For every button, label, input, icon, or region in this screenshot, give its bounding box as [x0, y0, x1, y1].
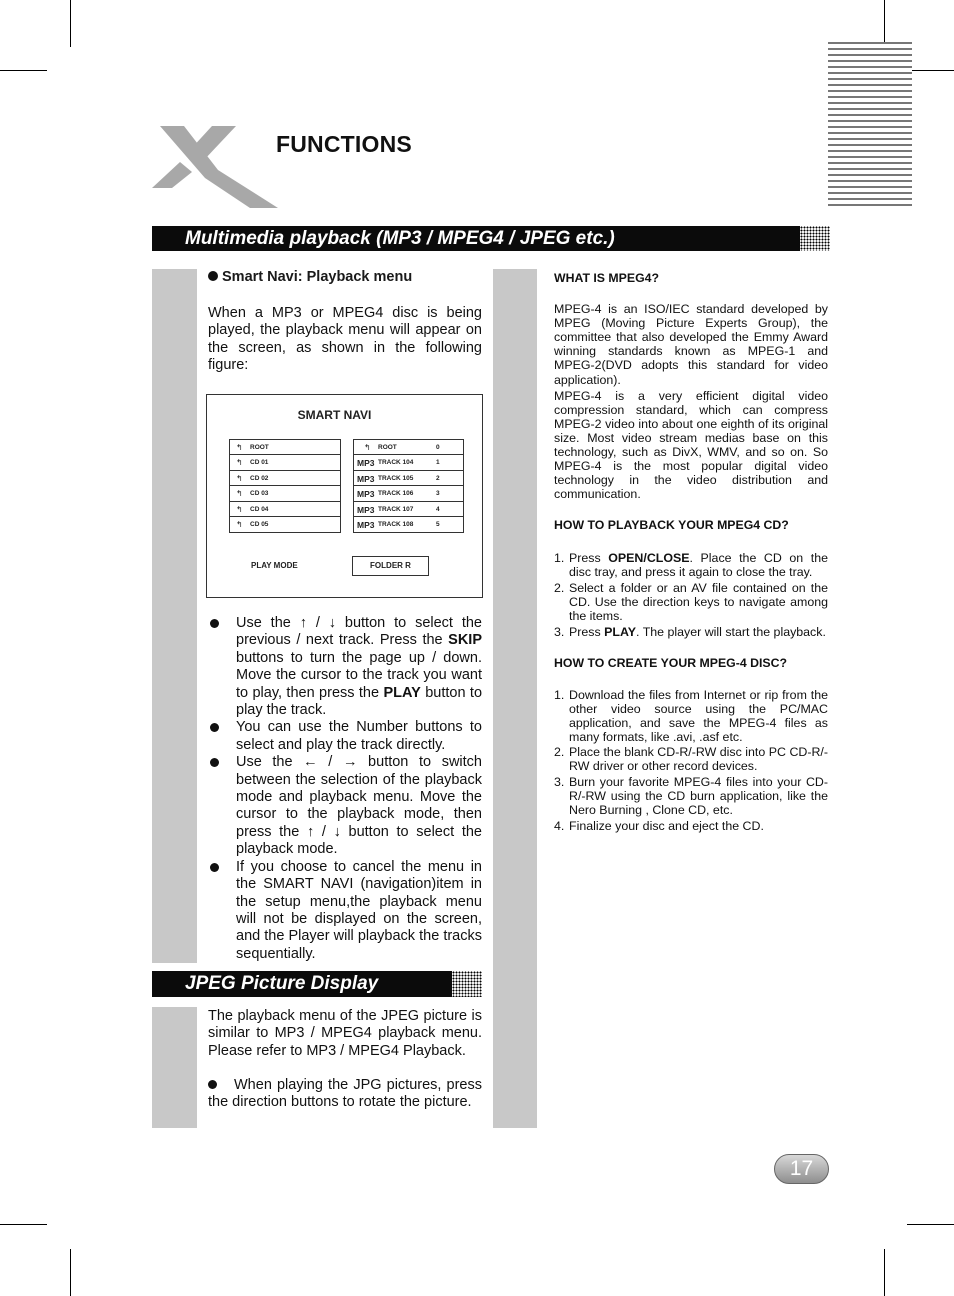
bullet-icon [210, 619, 219, 628]
list-item: ↰ ROOT 0 [354, 440, 463, 455]
section-title: Multimedia playback (MP3 / MPEG4 / JPEG etc.) [185, 227, 615, 249]
list-item: ↰ CD 04 [230, 502, 340, 517]
smart-navi-heading: Smart Navi: Playback menu [208, 269, 412, 285]
section-heading: WHAT IS MPEG4? [554, 271, 659, 285]
list-item: MP3 TRACK 105 2 [354, 471, 463, 486]
bullet-icon [210, 758, 219, 767]
track-list [353, 439, 464, 533]
decorative-stripes [828, 42, 912, 210]
list-item: 4. Finalize your disc and eject the CD. [554, 819, 764, 833]
list-item: MP3 TRACK 104 1 [354, 455, 463, 470]
bullet-icon [210, 723, 219, 732]
bullet-icon [208, 271, 218, 281]
crop-mark [884, 1249, 885, 1296]
list-item: ↰ CD 03 [230, 486, 340, 501]
list-item: ↰ ROOT [230, 440, 340, 455]
list-item: MP3 TRACK 108 5 [357, 519, 440, 530]
mpeg4-info [554, 271, 828, 833]
bullet-icon [210, 863, 219, 872]
crop-mark [0, 1224, 47, 1225]
section-header-multimedia [152, 226, 830, 251]
list-item: 3. Press PLAY. The player will start the playback. [554, 624, 826, 639]
brand-logo-icon [150, 122, 280, 212]
section-title: JPEG Picture Display [185, 973, 379, 994]
section-header-jpeg [152, 971, 482, 997]
paragraph: MPEG-4 is an ISO/IEC standard developed by MPEG (Moving Picture Experts Group), the committee that also developed the Emmy Award winning standards known as MPEG-1 and MPEG-2(DVD adopts this standard for video application). [554, 302, 828, 387]
list-item: MP3 TRACK 107 4 [354, 502, 463, 517]
section-heading: HOW TO PLAYBACK YOUR MPEG4 CD? [554, 518, 789, 533]
paragraph: MPEG-4 is a very efficient digital video compression standard, which can compress MPEG-2 video into about one eighth of its original size. Most video stream medias base on this technology, such as DivX, WMV, and so on. So MPEG-4 is the most popular digital video technology in the video distribution and communication. [554, 388, 828, 502]
section-heading: HOW TO CREATE YOUR MPEG-4 DISC? [554, 656, 787, 671]
folder-back-icon: ↰ [236, 473, 243, 483]
figure-title: SMART NAVI [297, 408, 372, 422]
smart-navi-bullets [208, 615, 482, 963]
folder-back-icon: ↰ [236, 504, 243, 514]
left-margin-bar [152, 1007, 197, 1128]
crop-mark [907, 70, 954, 71]
center-margin-bar [493, 269, 537, 1128]
folder-back-icon: ↰ [236, 458, 243, 468]
folder-back-icon: ↰ [236, 443, 243, 452]
smart-navi-figure [206, 394, 483, 598]
dot-pattern [452, 971, 482, 997]
list-item: Use the ← / → button to switch between the selection of the playback mode and playback menu. Move the cursor to the playback mode, then press the ↑ / ↓ button to select the playback mode. [208, 754, 482, 858]
play-mode-label: PLAY MODE [251, 561, 298, 570]
create-steps [554, 688, 828, 833]
dot-pattern [800, 226, 830, 251]
folder-back-icon: ↰ [364, 443, 371, 452]
play-mode-value: FOLDER R [352, 556, 429, 576]
smart-navi-intro: When a MP3 or MPEG4 disc is being played, the playback menu will appear on the screen, as shown in the following figure: [208, 305, 482, 374]
jpeg-paragraph: The playback menu of the JPEG picture is similar to MP3 / MPEG4 playback menu. Please refer to MP3 / MPEG4 Playback. [208, 1008, 482, 1059]
list-item: 2. Place the blank CD-R/-RW disc into PC CD-R/-RW driver or other record devices. [554, 744, 828, 773]
bullet-icon [208, 1080, 217, 1089]
list-item: ↰ CD 02 [230, 471, 340, 486]
list-item: 2. Select a folder or an AV file contained on the CD. Use the direction keys to navigate among the items. [554, 580, 828, 623]
page-number: 17 [774, 1154, 829, 1184]
crop-mark [0, 70, 47, 71]
folder-list [229, 439, 341, 533]
list-item: MP3 TRACK 106 3 [354, 486, 463, 501]
play-steps [554, 551, 828, 640]
crop-mark [70, 1249, 71, 1296]
crop-mark [907, 1224, 954, 1225]
list-item: Use the ↑ / ↓ button to select the previous / next track. Press the SKIP buttons to turn the page up / down. Move the cursor to the track you want to play, then press the PLAY button to play the track. [208, 615, 482, 719]
folder-back-icon: ↰ [236, 489, 243, 499]
list-item: ↰ CD 05 [236, 519, 269, 529]
list-item: ↰ CD 01 [230, 455, 340, 470]
list-item: If you choose to cancel the menu in the SMART NAVI (navigation)item in the setup menu,the playback menu will not be displayed on the screen, and the Player will playback the tracks sequentially. [208, 859, 482, 963]
crop-mark [70, 0, 71, 47]
list-item: 1. Download the files from Internet or rip from the other video source using the PC/MAC application, and save the MPEG-4 files as many formats, like .avi, .asf etc. [554, 688, 828, 745]
folder-back-icon: ↰ [236, 519, 243, 529]
list-item: 3. Burn your favorite MPEG-4 files into your CD-R/-RW using the CD burn application, like the Nero Burning , Clone CD, etc. [554, 774, 828, 817]
crop-mark [884, 0, 885, 47]
left-margin-bar [152, 269, 197, 963]
jpeg-bullet: When playing the JPG pictures, press the direction buttons to rotate the picture. [208, 1077, 482, 1111]
list-item: 1. Press OPEN/CLOSE. Place the CD on the disc tray, and press it again to close the tray. [554, 550, 828, 579]
list-item: You can use the Number buttons to select and play the track directly. [208, 719, 482, 754]
page-title: FUNCTIONS [276, 131, 412, 157]
